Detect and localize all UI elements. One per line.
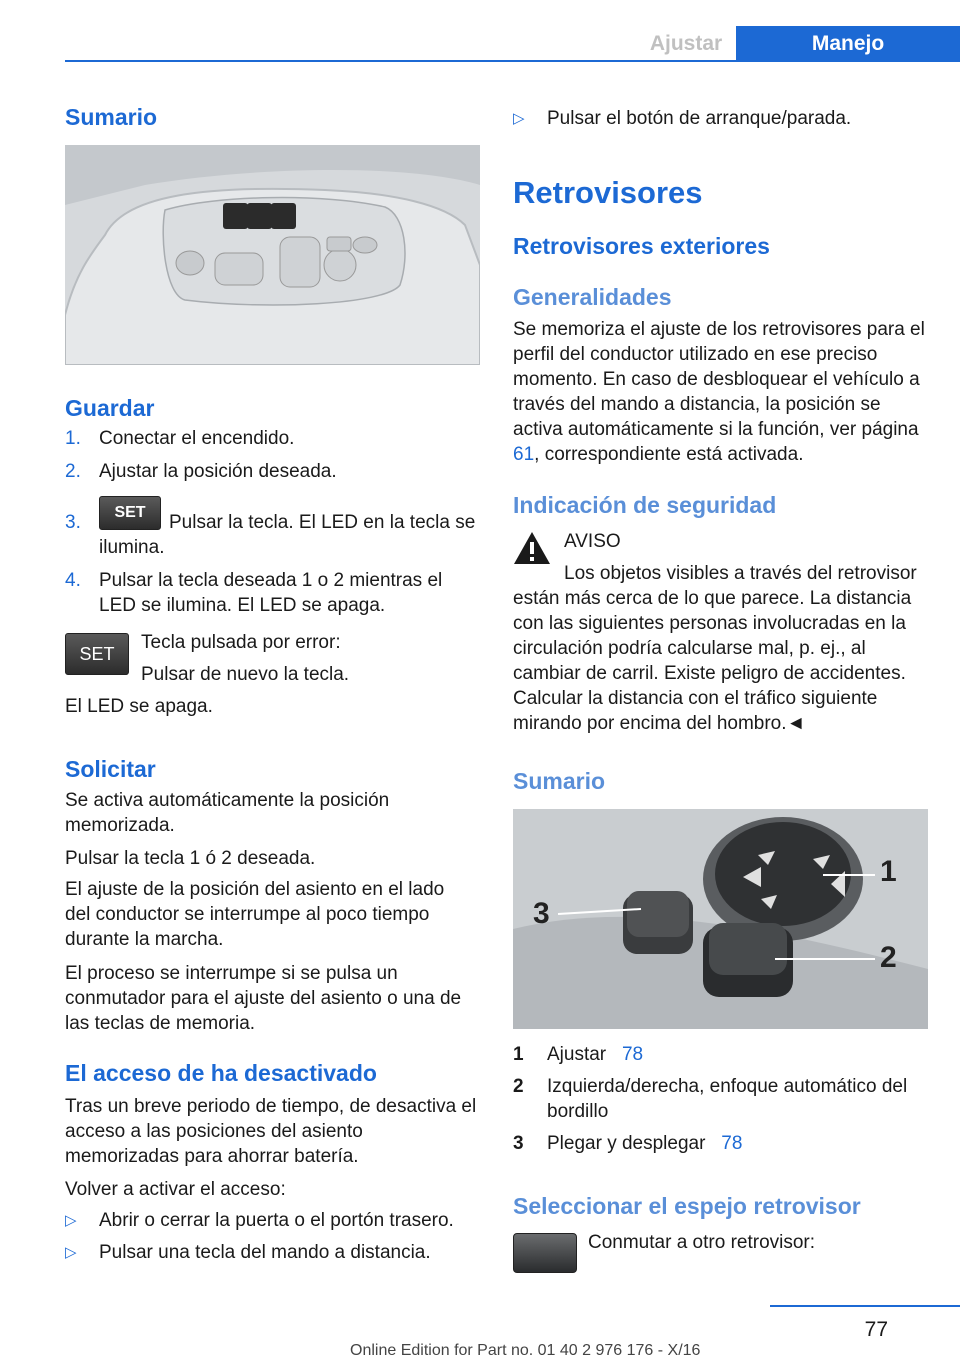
step-number: 2.: [65, 461, 81, 482]
header-tab-ajustar[interactable]: Ajustar: [649, 32, 723, 55]
acceso-heading: El acceso de ha desactivado: [65, 1060, 377, 1086]
step-text: Ajustar la posición deseada.: [99, 461, 337, 482]
set-button-icon: SET: [99, 496, 161, 530]
acceso-text-1: Tras un breve periodo de tiempo, de desactiva el acceso a las posiciones del asiento memorizadas para ahorrar batería.: [65, 1096, 477, 1167]
mirror-select-button-icon: [513, 1233, 577, 1273]
exteriores-heading: Retrovisores exteriores: [513, 233, 770, 259]
acceso-bullet-2: [65, 1240, 480, 1265]
led-off-text: El LED se apaga.: [65, 696, 213, 717]
guardar-step-1: [65, 426, 480, 451]
set-button-icon: SET: [65, 633, 129, 675]
bullet-text: Pulsar el botón de arranque/parada.: [547, 108, 852, 129]
seguridad-heading: Indicación de seguridad: [513, 492, 777, 518]
seleccionar-heading: Seleccionar el espejo retrovisor: [513, 1193, 861, 1219]
bullet-text: Pulsar una tecla del mando a distancia.: [99, 1242, 431, 1263]
acceso-bullet-1: [65, 1208, 480, 1233]
header-tab-manejo[interactable]: Manejo: [736, 26, 960, 62]
solicitar-heading: Solicitar: [65, 756, 156, 782]
step-number: 3.: [65, 512, 81, 533]
step-text: Pulsar la tecla deseada 1 o 2 mientras el LED se ilumina. El LED se apaga.: [99, 570, 443, 616]
bullet-triangle-icon: ▷: [513, 110, 525, 127]
aviso-text: Los objetos visibles a través del retrovisor están más cerca de lo que parece. La distancia con las siguientes personas involucradas en la circulación podría calcularse mal, p. ej., al cambiar de carril. Existe peligro de accidentes. Calcular la distancia con el tráfico siguiente mirando por encima del hombro.◄: [513, 563, 917, 734]
solicitar-text-1: Se activa automáticamente la posición memorizada.: [65, 790, 390, 836]
step-number: 4.: [65, 570, 81, 591]
aviso-label: AVISO: [564, 531, 621, 552]
guardar-heading: Guardar: [65, 395, 155, 421]
solicitar-text-3: El ajuste de la posición del asiento en el lado del conductor se interrumpe al poco tiempo durante la marcha.: [65, 879, 445, 950]
legend-item-3: [513, 1131, 928, 1156]
seat-memory-image: [65, 145, 480, 365]
generalidades-body-end: , correspondiente está activada.: [534, 444, 804, 465]
guardar-step-2: [65, 459, 480, 484]
guardar-step-3: [65, 496, 480, 556]
legend-text: Izquierda/derecha, enfoque automático del bordillo: [547, 1076, 908, 1122]
error-text-2: Pulsar de nuevo la tecla.: [141, 664, 350, 685]
arranque-bullet: [513, 106, 928, 131]
page-ref-link[interactable]: 61: [513, 444, 535, 465]
bullet-triangle-icon: ▷: [65, 1212, 77, 1229]
legend-number: 1: [513, 1044, 524, 1065]
generalidades-heading: Generalidades: [513, 284, 672, 310]
legend-item-1: [513, 1042, 928, 1067]
acceso-text-2: Volver a activar el acceso:: [65, 1179, 286, 1200]
sumario-heading: Sumario: [65, 104, 158, 130]
footer-rule: [770, 1305, 960, 1307]
solicitar-text-2: Pulsar la tecla 1 ó 2 deseada.: [65, 848, 316, 869]
legend-item-2: [513, 1074, 928, 1124]
step-number: 1.: [65, 428, 81, 449]
legend-text: Plegar y desplegar 78: [547, 1133, 743, 1154]
callout-2: 2: [880, 941, 897, 974]
header-rule: [65, 60, 960, 62]
seleccionar-text: Conmutar a otro retrovisor:: [588, 1232, 816, 1253]
mirror-control-image: [513, 809, 928, 1029]
retrovisores-heading: Retrovisores: [513, 175, 703, 210]
legend-page-link[interactable]: 78: [721, 1133, 743, 1154]
step-text: Conectar el encendido.: [99, 428, 295, 449]
solicitar-text-4: El proceso se interrumpe si se pulsa un conmutador para el ajuste del asiento o una de las teclas de memoria.: [65, 963, 462, 1034]
edition-footer: Online Edition for Part no. 01 40 2 976 176 - X/16: [350, 1342, 701, 1359]
legend-text: Ajustar 78: [547, 1044, 644, 1065]
generalidades-body: Se memoriza el ajuste de los retrovisores para el perfil del conductor utilizado en ese preciso momento. En caso de desbloquear el vehículo a través del mando a distancia, la posición se activa automáticamente si la función, ver página: [513, 319, 925, 440]
page-number: 77: [864, 1318, 888, 1341]
guardar-step-4: [65, 568, 480, 618]
bullet-text: Abrir o cerrar la puerta o el portón trasero.: [99, 1210, 454, 1231]
sumario-mirror-heading: Sumario: [513, 768, 606, 794]
callout-3: 3: [533, 897, 550, 930]
legend-number: 3: [513, 1133, 524, 1154]
callout-1: 1: [880, 855, 897, 888]
legend-number: 2: [513, 1076, 524, 1097]
legend-page-link[interactable]: 78: [621, 1044, 644, 1065]
error-text-1: Tecla pulsada por error:: [141, 632, 341, 653]
step-text: Pulsar la tecla. El LED en la tecla se ilumina.: [99, 512, 476, 558]
bullet-triangle-icon: ▷: [65, 1244, 77, 1261]
generalidades-text: [513, 317, 928, 467]
